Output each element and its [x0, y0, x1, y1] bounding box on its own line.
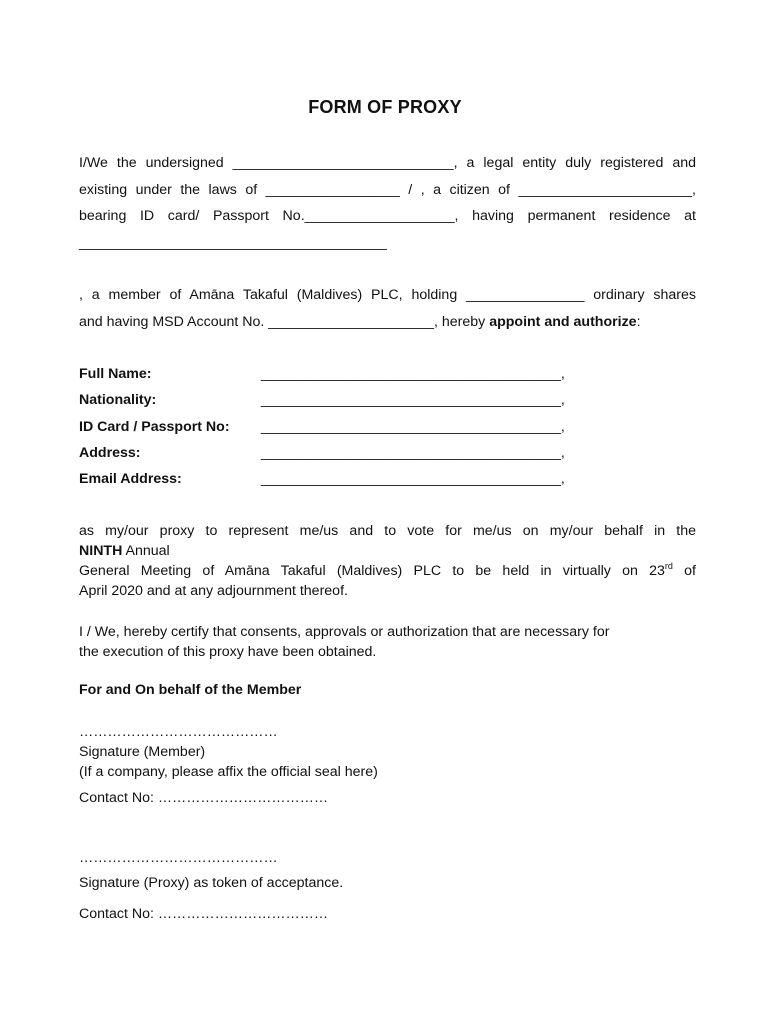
certify-paragraph [79, 622, 696, 662]
behalf-heading-block [79, 680, 696, 700]
certify-line-2: the execution of this proxy have been obtained. [79, 644, 377, 660]
intro-line-4: _______________________________________ [79, 234, 387, 251]
proxy-contact-number: Contact No: ……………………………… [79, 906, 329, 922]
member-paragraph [79, 285, 696, 332]
certify-line-1: I / We, hereby certify that consents, approvals or authorization that are necessary for [79, 624, 610, 640]
member-signature-label: Signature (Member) [79, 744, 206, 760]
proxy-signature-block [79, 848, 696, 868]
field-label: Nationality: [79, 392, 157, 409]
appoint-authorize-text: appoint and authorize [489, 313, 637, 330]
proxy-signature-line: …………………………………… [79, 850, 278, 866]
proxy-signature-label: Signature (Proxy) as token of acceptance. [79, 875, 344, 891]
field-blank: ______________________________________, [261, 471, 565, 488]
intro-line-2: existing under the laws of _________________ / , a citizen of ______________________, [79, 181, 696, 198]
field-blank: ______________________________________, [261, 444, 565, 461]
proxy-signature-label-block [79, 873, 696, 893]
behalf-heading: For and On behalf of the Member [79, 682, 302, 698]
member-signature-line: …………………………………… [79, 724, 278, 740]
member-contact-number: Contact No: ……………………………… [79, 790, 329, 806]
member-line-1: , a member of Amāna Takaful (Maldives) PLC, holding _______________ ordinary shares [79, 287, 696, 303]
page-title: FORM OF PROXY [308, 97, 462, 117]
proxy-line-3 [79, 561, 696, 581]
member-line-2-colon: : [636, 313, 641, 330]
proxy-line-2 [79, 541, 696, 561]
proxy-line-4: April 2020 and at any adjournment thereof. [79, 583, 348, 599]
intro-line-3: bearing ID card/ Passport No.___________________, having permanent residence at [79, 208, 696, 224]
member-signature-block [79, 722, 696, 782]
proxy-paragraph [79, 521, 696, 601]
annual-text: Annual [122, 543, 170, 559]
ordinal-suffix: rd [664, 561, 673, 571]
ninth-text: NINTH [79, 543, 123, 559]
intro-line-1: I/We the undersigned ____________________________, a legal entity duly registered and [79, 155, 696, 171]
field-label: ID Card / Passport No: [79, 418, 230, 435]
field-blank: ______________________________________, [261, 366, 565, 382]
intro-paragraph [79, 153, 696, 253]
field-label: Email Address: [79, 471, 182, 488]
field-blank: ______________________________________, [261, 392, 565, 409]
member-signature-note: (If a company, please affix the official seal here) [79, 764, 378, 780]
contact-block-2 [79, 904, 696, 924]
proxy-line-1: as my/our proxy to represent me/us and to vote for me/us on my/our behalf in the [79, 523, 696, 539]
field-label: Full Name: [79, 366, 152, 382]
member-line-2 [79, 312, 696, 332]
member-line-2-text: and having MSD Account No. _____________________, hereby [79, 313, 490, 330]
field-label: Address: [79, 444, 141, 461]
contact-block-1 [79, 788, 696, 808]
field-blank: ______________________________________, [261, 418, 565, 435]
meeting-text: General Meeting of Amāna Takaful (Maldives) PLC to be held in virtually on 23 [79, 563, 665, 579]
meeting-text-end: of [672, 563, 696, 579]
